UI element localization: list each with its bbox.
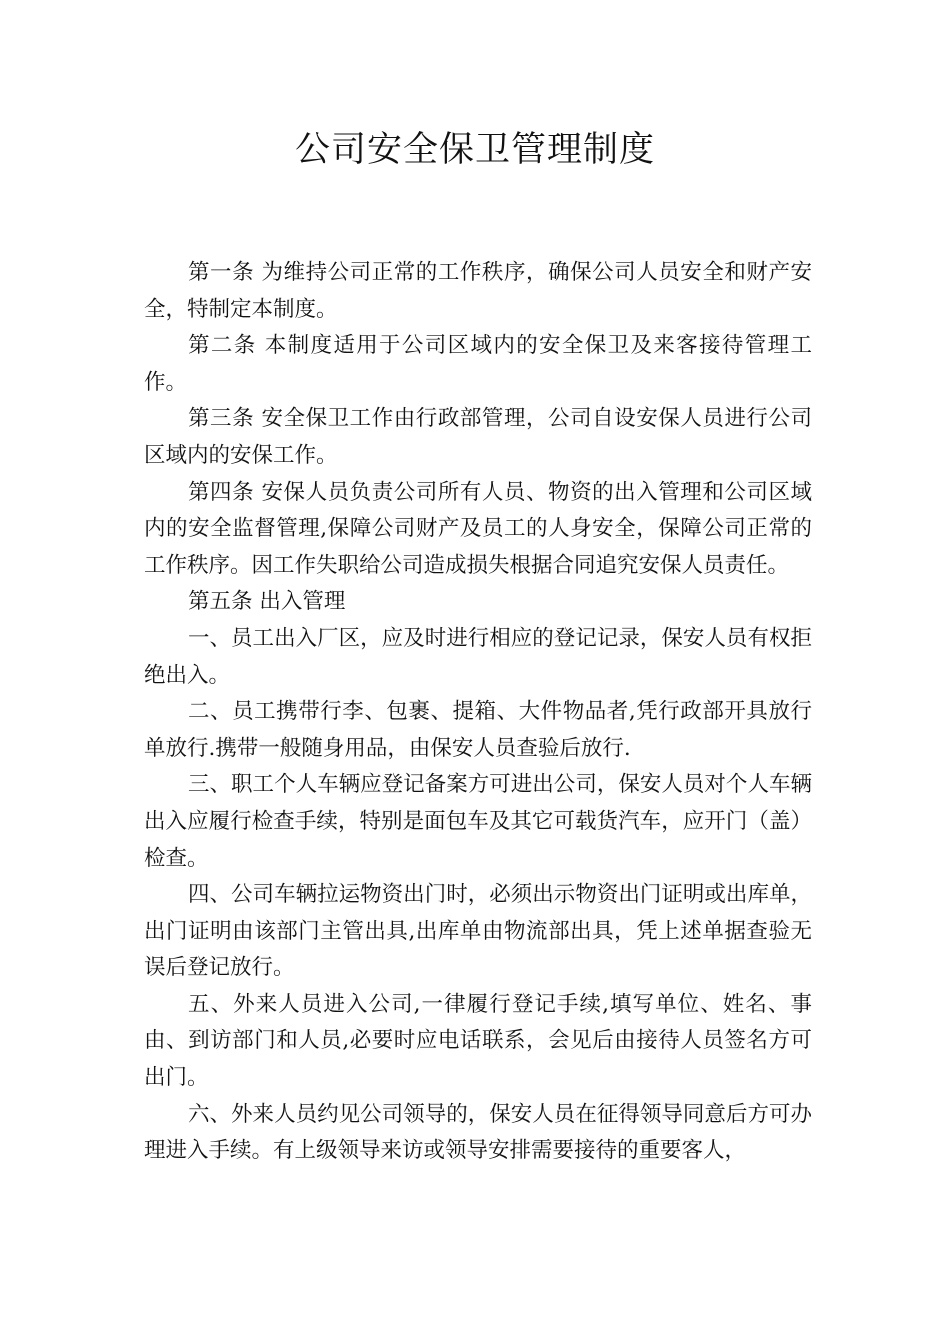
paragraph-item-5: 五、外来人员进入公司,一律履行登记手续,填写单位、姓名、事由、到访部门和人员,必要时应电话联系，会见后由接待人员签名方可出门。 <box>144 991 812 1091</box>
document-body <box>144 255 812 1170</box>
paragraph-article-4: 第四条 安保人员负责公司所有人员、物资的出入管理和公司区域内的安全监督管理,保障公司财产及员工的人身安全，保障公司正常的工作秩序。因工作失职给公司造成损失根据合同追究安保人员责任。 <box>144 479 812 578</box>
paragraph-item-6: 六、外来人员约见公司领导的，保安人员在征得领导同意后方可办理进入手续。有上级领导来访或领导安排需要接待的重要客人， <box>144 1101 812 1164</box>
paragraph-item-4: 四、公司车辆拉运物资出门时，必须出示物资出门证明或出库单，出门证明由该部门主管出具,出库单由物流部出具，凭上述单据查验无误后登记放行。 <box>144 882 812 981</box>
paragraph-article-1: 第一条 为维持公司正常的工作秩序，确保公司人员安全和财产安全，特制定本制度。 <box>144 260 812 322</box>
paragraph-item-2: 二、员工携带行李、包裹、提箱、大件物品者,凭行政部开具放行单放行.携带一般随身用品，由保安人员查验后放行. <box>144 699 812 761</box>
paragraph-item-1: 一、员工出入厂区，应及时进行相应的登记记录，保安人员有权拒绝出入。 <box>144 625 812 688</box>
paragraph-article-3: 第三条 安全保卫工作由行政部管理，公司自设安保人员进行公司区域内的安保工作。 <box>144 406 812 468</box>
paragraph-article-2: 第二条 本制度适用于公司区域内的安全保卫及来客接待管理工作。 <box>144 333 812 395</box>
paragraph-article-5: 第五条 出入管理 <box>188 589 346 615</box>
document-title: 公司安全保卫管理制度 <box>294 130 655 170</box>
paragraph-item-3: 三、职工个人车辆应登记备案方可进出公司，保安人员对个人车辆出入应履行检查手续，特别是面包车及其它可载货汽车，应开门（盖）检查。 <box>144 772 812 871</box>
